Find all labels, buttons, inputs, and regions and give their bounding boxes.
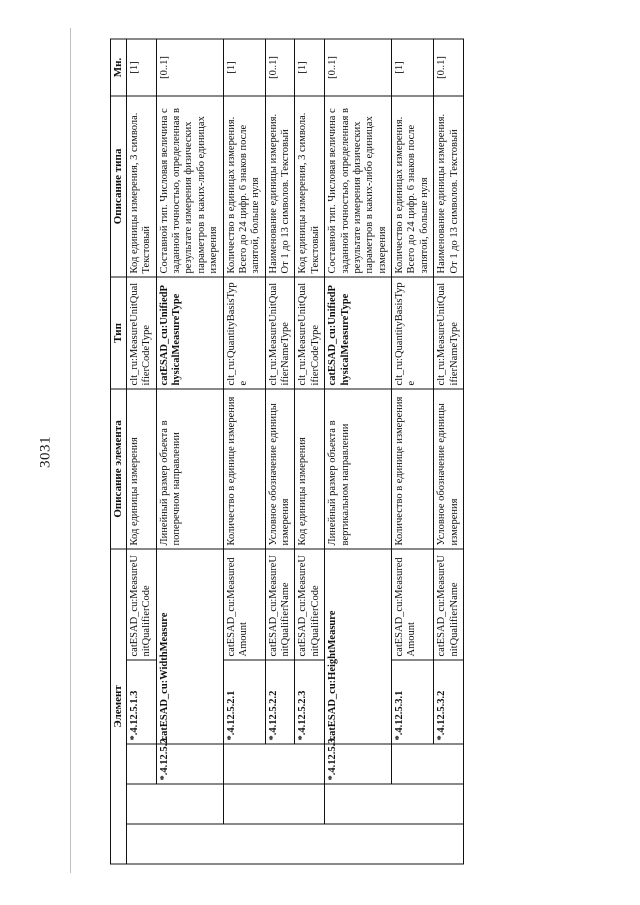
indent-cell	[434, 784, 464, 824]
multiplicity: [1]	[295, 39, 325, 96]
indent-cell	[392, 784, 434, 824]
specification-table	[110, 38, 464, 864]
indent-cell	[265, 784, 295, 824]
element-name: catESAD_cu:MeasureUnitQualifierCode	[295, 549, 325, 660]
element-name: catESAD_cu:MeasuredAmount	[223, 549, 265, 660]
element-description: Код единицы измерения	[295, 389, 325, 549]
indent-cell	[392, 824, 434, 864]
indent-cell	[295, 784, 325, 824]
indent-cell	[156, 824, 223, 864]
element-name: catESAD_cu:MeasureUnitQualifierCode	[126, 549, 156, 660]
element-description: Условное обозначение единицы измерения	[265, 389, 295, 549]
header-type-description: Описание типа	[111, 96, 127, 277]
indent-cell	[126, 824, 156, 864]
table-row	[325, 39, 392, 864]
element-type: clt_ru:MeasureUnitQualifierCodeType	[295, 277, 325, 389]
element-description: Линейный размер объекта в поперечном направлении	[156, 389, 223, 549]
element-name: catESAD_cu:HeightMeasure	[325, 549, 392, 744]
indent-cell	[325, 824, 392, 864]
indent-cell	[223, 744, 265, 784]
element-type: clt_ru:MeasureUnitQualifierNameType	[265, 277, 295, 389]
table-row	[295, 39, 325, 864]
table-row	[434, 39, 464, 864]
row-number: *.4.12.5.1.3	[126, 660, 156, 744]
row-number: *.4.12.5.2.	[156, 744, 223, 784]
multiplicity: [0..1]	[325, 39, 392, 96]
element-name: catESAD_cu:MeasureUnitQualifierName	[265, 549, 295, 660]
multiplicity: [1]	[223, 39, 265, 96]
indent-cell	[392, 744, 434, 784]
header-multiplicity: Мн.	[111, 39, 127, 96]
header-element: Элемент	[111, 549, 127, 864]
multiplicity: [1]	[126, 39, 156, 96]
indent-cell	[434, 824, 464, 864]
element-name: catESAD_cu:WidthMeasure	[156, 549, 223, 744]
element-description: Линейный размер объекта в вертикальном направлении	[325, 389, 392, 549]
element-description: Код единицы измерения	[126, 389, 156, 549]
table-row	[156, 39, 223, 864]
table-row	[265, 39, 295, 864]
multiplicity: [0..1]	[265, 39, 295, 96]
indent-cell	[265, 744, 295, 784]
indent-cell	[325, 784, 392, 824]
element-type: clt_ru:MeasureUnitQualifierCodeType	[126, 277, 156, 389]
indent-cell	[223, 784, 265, 824]
element-type: catESAD_cu:UnifiedPhysicalMeasureType	[325, 277, 392, 389]
header-element-description: Описание элемента	[111, 389, 127, 549]
header-type: Тип	[111, 277, 127, 389]
element-description: Количество в единице измерения	[392, 389, 434, 549]
element-type: catESAD_cu:UnifiedPhysicalMeasureType	[156, 277, 223, 389]
indent-cell	[295, 824, 325, 864]
element-description: Количество в единице измерения	[223, 389, 265, 549]
indent-cell	[156, 784, 223, 824]
row-number: *.4.12.5.3.2	[434, 660, 464, 744]
multiplicity: [0..1]	[434, 39, 464, 96]
specification-table-rotated	[110, 40, 560, 865]
scan-edge-line	[70, 28, 71, 873]
indent-cell	[434, 744, 464, 784]
indent-cell	[223, 824, 265, 864]
element-description: Условное обозначение единицы измерения	[434, 389, 464, 549]
row-number: *.4.12.5.3.1	[392, 660, 434, 744]
table-header-row	[111, 39, 127, 864]
type-description: Код единицы измерения, 3 символа. Текстовый	[295, 96, 325, 277]
element-type: clt_ru:QuantityBasisType	[392, 277, 434, 389]
multiplicity: [0..1]	[156, 39, 223, 96]
type-description: Составной тип. Числовая величина с заданной точностью, определенная в результате измерения физических параметров в каких-либо единицах измерения	[156, 96, 223, 277]
table-row	[223, 39, 265, 864]
element-type: clt_ru:QuantityBasisType	[223, 277, 265, 389]
row-number: *.4.12.5.2.3	[295, 660, 325, 744]
indent-cell	[295, 744, 325, 784]
table-row	[126, 39, 156, 864]
indent-cell	[265, 824, 295, 864]
multiplicity: [1]	[392, 39, 434, 96]
element-name: catESAD_cu:MeasuredAmount	[392, 549, 434, 660]
type-description: Код единицы измерения, 3 символа. Текстовый	[126, 96, 156, 277]
indent-cell	[126, 784, 156, 824]
element-type: clt_ru:MeasureUnitQualifierNameType	[434, 277, 464, 389]
row-number: *.4.12.5.2.1	[223, 660, 265, 744]
row-number: *.4.12.5.3.	[325, 744, 392, 784]
type-description: Наименование единицы измерения. От 1 до 13 символов. Текстовый	[434, 96, 464, 277]
row-number: *.4.12.5.2.2	[265, 660, 295, 744]
page-number: 3031	[37, 436, 54, 468]
table-row	[392, 39, 434, 864]
element-name: catESAD_cu:MeasureUnitQualifierName	[434, 549, 464, 660]
indent-cell	[126, 744, 156, 784]
type-description: Количество в единицах измерения. Всего до 24 цифр. 6 знаков после запятой, больше нуля	[223, 96, 265, 277]
type-description: Наименование единицы измерения. От 1 до 13 символов. Текстовый	[265, 96, 295, 277]
type-description: Составной тип. Числовая величина с заданной точностью, определенная в результате измерения физических параметров в каких-либо единицах измерения	[325, 96, 392, 277]
type-description: Количество в единицах измерения. Всего до 24 цифр. 6 знаков после запятой, больше нуля	[392, 96, 434, 277]
